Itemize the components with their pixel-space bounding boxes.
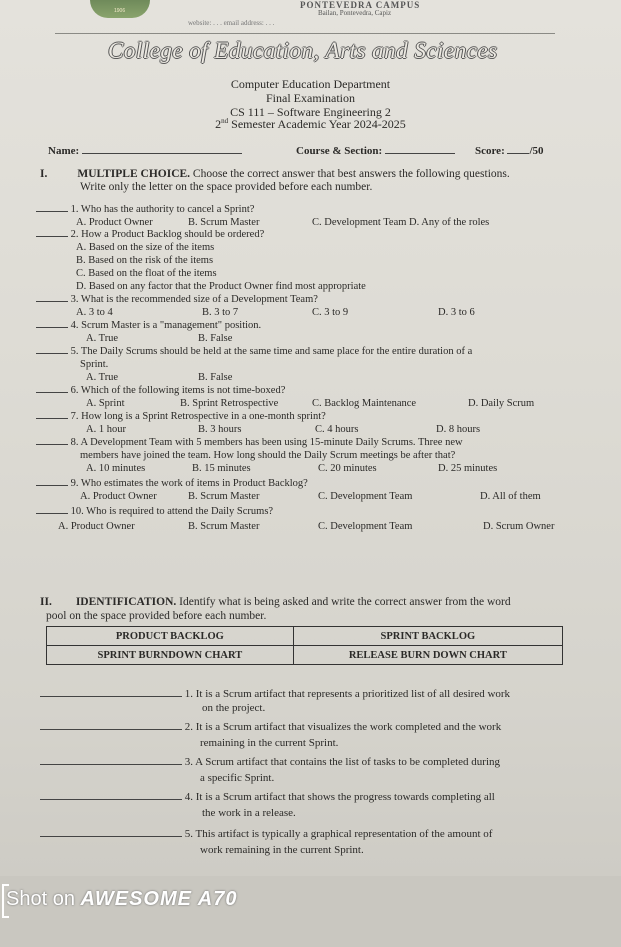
question-5-text: 5. The Daily Scrums should be held at the same time and same place for the entire duration of a [70,346,473,357]
campus-address: Bailan, Pontevedra, Capiz [318,9,392,17]
q6-option-c: C. Backlog Maintenance [312,398,417,409]
answer-blank-5[interactable] [36,353,68,354]
id-answer-blank-3[interactable] [40,764,182,765]
question-4-text: 4. Scrum Master is a "management" position. [70,320,262,331]
answer-blank-9[interactable] [36,485,68,486]
id-item-2-continued: remaining in the current Sprint. [200,737,339,749]
q3-option-c: C. 3 to 9 [312,307,349,318]
q1-option-c-d: C. Development Team D. Any of the roles [312,217,490,228]
q5-option-a: A. True [86,372,119,383]
part2-numeral: II. [40,596,52,608]
q10-option-b: B. Scrum Master [188,521,260,532]
part2-heading [40,596,511,608]
question-6 [36,385,285,396]
q1-option-a: A. Product Owner [76,217,153,228]
id-answer-blank-2[interactable] [40,729,182,730]
word-pool-product-backlog: PRODUCT BACKLOG [47,627,294,646]
q4-option-b: B. False [198,333,233,344]
id-item-5-text: 5. This artifact is typically a graphical representation of the amount of [184,828,493,840]
id-item-1-continued: on the project. [202,702,266,714]
q3-option-d: D. 3 to 6 [438,307,475,318]
department-title: Computer Education Department [230,77,391,91]
word-pool-release-burndown-chart: RELEASE BURN DOWN CHART [293,646,562,665]
answer-blank-1[interactable] [36,211,68,212]
id-item-1-text: 1. It is a Scrum artifact that represents a prioritized list of all desired work [184,688,511,700]
question-3 [36,294,318,305]
answer-blank-6[interactable] [36,392,68,393]
answer-blank-7[interactable] [36,418,68,419]
q9-option-a: A. Product Owner [80,491,157,502]
part2-instruction: Identify what is being asked and write the correct answer from the word [176,596,511,608]
question-2-text: 2. How a Product Backlog should be ordered? [70,229,265,240]
q7-option-a: A. 1 hour [86,424,126,435]
q5-option-b: B. False [198,372,233,383]
id-answer-blank-1[interactable] [40,696,182,697]
q10-option-a: A. Product Owner [58,521,135,532]
q8-option-a: A. 10 minutes [86,463,146,474]
semester-text: Semester Academic Year 2024-2025 [228,117,406,131]
score-field[interactable] [475,145,544,157]
score-label: Score: [475,145,505,157]
exam-title: Final Examination [266,91,355,105]
question-5-continued: Sprint. [80,359,109,370]
answer-blank-8[interactable] [36,444,68,445]
semester-number: 2 [215,117,222,131]
name-blank[interactable] [82,153,242,154]
id-item-3 [40,756,500,768]
question-10-text: 10. Who is required to attend the Daily Scrums? [70,506,274,517]
id-item-3-continued: a specific Sprint. [200,772,275,784]
question-4 [36,320,261,331]
course-section-blank[interactable] [385,153,455,154]
q2-option-d: D. Based on any factor that the Product Owner find most appropriate [76,281,366,292]
answer-blank-3[interactable] [36,301,68,302]
q6-option-a: A. Sprint [86,398,125,409]
name-label: Name: [48,145,80,157]
university-logo: 1906 [90,0,150,18]
question-7-text: 7. How long is a Sprint Retrospective in a one-month sprint? [70,411,326,422]
question-9 [36,478,308,489]
answer-blank-10[interactable] [36,513,68,514]
id-item-5-continued: work remaining in the current Sprint. [200,844,364,856]
word-pool-sprint-burndown-chart: SPRINT BURNDOWN CHART [47,646,294,665]
question-8-continued: members have joined the team. How long should the Daily Scrum meetings be after that? [80,450,456,461]
q8-option-b: B. 15 minutes [192,463,251,474]
q7-option-d: D. 8 hours [436,424,481,435]
question-9-text: 9. Who estimates the work of items in Product Backlog? [70,478,308,489]
q4-option-a: A. True [86,333,119,344]
question-3-text: 3. What is the recommended size of a Development Team? [70,294,318,305]
q9-option-b: B. Scrum Master [188,491,260,502]
word-pool-sprint-backlog: SPRINT BACKLOG [293,627,562,646]
q10-option-d: D. Scrum Owner [483,521,555,532]
id-item-2-text: 2. It is a Scrum artifact that visualizes the work completed and the work [184,721,502,733]
word-pool-table [46,626,563,665]
id-item-4-continued: the work in a release. [202,807,296,819]
score-total: /50 [529,145,544,157]
id-item-1 [40,688,510,700]
course-section-field[interactable] [296,145,455,157]
q8-option-d: D. 25 minutes [438,463,498,474]
question-5 [36,346,472,357]
q2-option-b: B. Based on the risk of the items [76,255,214,266]
answer-blank-2[interactable] [36,236,68,237]
answer-blank-4[interactable] [36,327,68,328]
part1-instruction-line2: Write only the letter on the space provided before each number. [80,181,373,193]
q7-option-c: C. 4 hours [315,424,359,435]
id-item-4 [40,791,495,803]
q9-option-c: C. Development Team [318,491,413,502]
name-field[interactable] [48,145,242,157]
score-blank[interactable] [507,153,529,154]
id-answer-blank-4[interactable] [40,799,182,800]
q8-option-c: C. 20 minutes [318,463,377,474]
part2-title: IDENTIFICATION. [75,596,177,608]
q3-option-b: B. 3 to 7 [202,307,239,318]
q7-option-b: B. 3 hours [198,424,242,435]
id-item-4-text: 4. It is a Scrum artifact that shows the progress towards completing all [184,791,495,803]
id-item-2 [40,721,501,733]
id-item-5 [40,828,492,840]
part1-heading [40,168,510,180]
course-title: CS 111 – Software Engineering 2 [230,105,391,119]
letterhead-divider [55,33,555,34]
q6-option-b: B. Sprint Retrospective [180,398,279,409]
q2-option-c: C. Based on the float of the items [76,268,217,279]
watermark-prefix: Shot on [6,888,81,910]
q3-option-a: A. 3 to 4 [76,307,113,318]
part1-numeral: I. [40,168,48,180]
q1-option-b: B. Scrum Master [188,217,260,228]
q6-option-d: D. Daily Scrum [468,398,535,409]
question-8 [36,437,463,448]
question-10 [36,506,273,517]
part2-instruction-line2: pool on the space provided before each number. [46,610,267,622]
camera-watermark [6,888,237,911]
question-2 [36,229,264,240]
campus-name: PONTEVEDRA CAMPUS [300,0,421,10]
q10-option-c: C. Development Team [318,521,413,532]
website-line: website: . . . email address: . . . [188,19,275,27]
college-name: College of Education, Arts and Sciences [108,38,498,63]
id-item-3-text: 3. A Scrum artifact that contains the list of tasks to be completed during [184,756,501,768]
q2-option-a: A. Based on the size of the items [76,242,215,253]
semester-line [0,117,621,132]
semester-suffix: nd [221,117,229,125]
watermark-brand: AWESOME A70 [80,888,238,910]
question-1 [36,204,254,215]
course-section-label: Course & Section: [296,145,383,157]
question-6-text: 6. Which of the following items is not time-boxed? [70,385,286,396]
question-7 [36,411,326,422]
part1-title: MULTIPLE CHOICE. [77,168,191,180]
question-1-text: 1. Who has the authority to cancel a Sprint? [70,204,255,215]
photo-bottom-area [0,876,621,947]
id-answer-blank-5[interactable] [40,836,182,837]
q9-option-d: D. All of them [480,491,541,502]
question-8-text: 8. A Development Team with 5 members has been using 15-minute Daily Scrums. Three new [70,437,463,448]
part1-instruction: Choose the correct answer that best answers the following questions. [190,168,510,180]
